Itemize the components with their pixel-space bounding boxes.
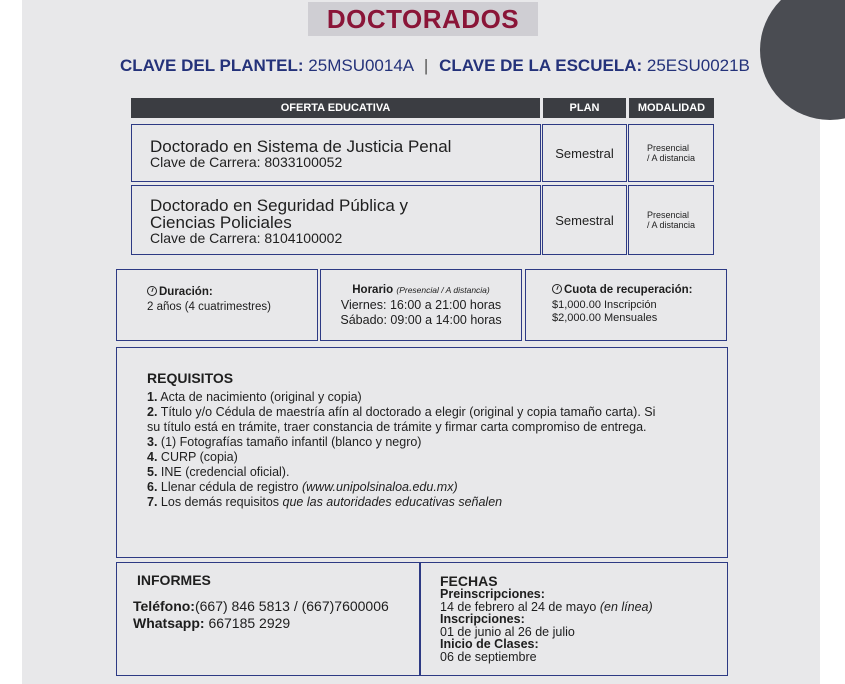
horario-box: [320, 269, 522, 341]
program-row-2: [131, 185, 541, 255]
preinscripciones-label: Preinscripciones:: [440, 587, 545, 601]
cuota-label: Cuota de recuperación:: [564, 284, 693, 296]
program-modalidad: [628, 124, 714, 182]
cuota-line: $1,000.00 Inscripción: [552, 299, 657, 311]
whatsapp-line: [133, 615, 290, 631]
cuota-box: [525, 269, 727, 341]
duracion-box: [116, 269, 318, 341]
requisitos-title: REQUISITOS: [147, 370, 234, 386]
fechas-title: FECHAS: [440, 573, 498, 589]
horario-note: (Presencial / A distancia): [396, 285, 490, 295]
clock-icon: [147, 286, 157, 296]
list-item: 4. CURP (copia): [147, 450, 238, 464]
program-plan: Semestral: [542, 124, 627, 182]
telefono-label: Teléfono:: [133, 598, 195, 614]
program-row-1: [131, 124, 541, 182]
list-item: 2. Título y/o Cédula de maestría afín al doctorado a elegir (original y copia tamaño carta). Si: [147, 405, 656, 419]
list-item: 1. Acta de nacimiento (original y copia): [147, 390, 362, 404]
program-name: Doctorado en Seguridad Pública y: [150, 196, 408, 215]
preinscripciones-note: (en línea): [599, 599, 653, 614]
modalidad-line: / A distancia: [646, 220, 696, 230]
plantel-value: 25MSU0014A: [308, 56, 414, 75]
program-plan: Semestral: [542, 185, 627, 255]
escuela-label: CLAVE DE LA ESCUELA:: [439, 56, 643, 75]
program-clave: Clave de Carrera: 8104100002: [150, 230, 343, 246]
list-item: 6. Llenar cédula de registro (www.unipolsinaloa.edu.mx): [147, 480, 458, 494]
modalidad-line: / A distancia: [646, 153, 696, 163]
inscripciones-value: 01 de junio al 26 de julio: [440, 624, 575, 639]
requisitos-list: [147, 390, 707, 510]
list-item: su título está en trámite, traer constancia de trámite y firmar carta compromiso de entrega.: [147, 420, 647, 434]
claves-line: [120, 56, 750, 76]
claves-separator: |: [423, 56, 429, 75]
header-plan: PLAN: [543, 98, 626, 118]
whatsapp-label: Whatsapp:: [133, 615, 205, 631]
fechas-list: [440, 588, 653, 663]
list-item: 5. INE (credencial oficial).: [147, 465, 290, 479]
requisitos-box: [116, 347, 728, 558]
preinscripciones-value: 14 de febrero al 24 de mayo: [440, 599, 600, 614]
list-item: 7. Los demás requisitos que las autoridades educativas señalen: [147, 495, 503, 509]
inscripciones-label: Inscripciones:: [440, 612, 525, 626]
telefono-line: [133, 598, 389, 614]
plantel-label: CLAVE DEL PLANTEL:: [120, 56, 304, 75]
header-oferta: OFERTA EDUCATIVA: [131, 98, 540, 118]
modalidad-line: Presencial: [646, 143, 689, 153]
horario-line: Viernes: 16:00 a 21:00 horas: [340, 298, 502, 312]
inicio-label: Inicio de Clases:: [440, 637, 539, 651]
program-modalidad: [628, 185, 714, 255]
whatsapp-value: 667185 2929: [204, 615, 291, 631]
duracion-value: 2 años (4 cuatrimestres): [147, 301, 271, 313]
program-name: Ciencias Policiales: [150, 213, 292, 232]
program-name: Doctorado en Sistema de Justicia Penal: [150, 137, 452, 156]
header-modalidad: MODALIDAD: [629, 98, 714, 118]
program-clave: Clave de Carrera: 8033100052: [150, 154, 343, 170]
informes-box: [116, 562, 420, 676]
clock-icon: [552, 284, 562, 294]
escuela-value: 25ESU0021B: [646, 56, 750, 75]
cuota-line: $2,000.00 Mensuales: [552, 312, 658, 324]
informes-title: INFORMES: [137, 572, 211, 588]
telefono-value: (667) 846 5813 / (667)7600006: [194, 598, 389, 614]
fechas-box: [420, 562, 728, 676]
modalidad-line: Presencial: [646, 210, 689, 220]
list-item: 3. (1) Fotografías tamaño infantil (blanco y negro): [147, 435, 422, 449]
horario-label: Horario: [352, 284, 394, 296]
horario-line: Sábado: 09:00 a 14:00 horas: [340, 313, 502, 327]
inicio-value: 06 de septiembre: [440, 649, 537, 664]
duracion-label: Duración:: [159, 286, 213, 298]
page-title: DOCTORADOS: [308, 2, 538, 36]
